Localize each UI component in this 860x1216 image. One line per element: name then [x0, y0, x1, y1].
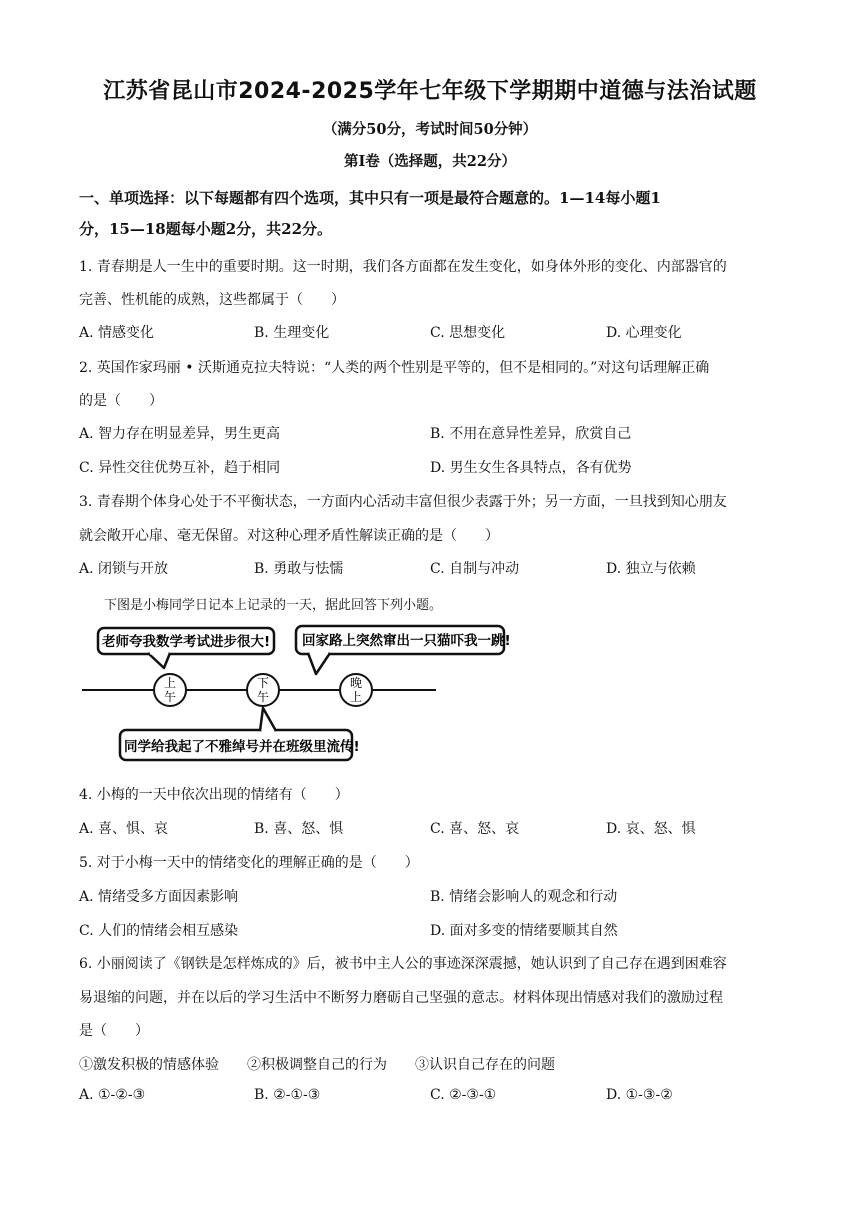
- instructions-line: 分，15—18题每小题2分，共22分。: [79, 220, 333, 238]
- question-1-option-b[interactable]: B. 生理变化: [254, 325, 330, 341]
- page-title: 江苏省昆山市2024-2025学年七年级下学期期中道德与法治试题: [103, 79, 757, 104]
- question-4-option-b[interactable]: B. 喜、怒、惧: [254, 821, 344, 837]
- question-1-option-a[interactable]: A. 情感变化: [79, 325, 155, 341]
- question-2-stem: 2. 英国作家玛丽 • 沃斯通克拉夫特说：“人类的两个性别是平等的，但不是相同的。”对这句话理解正确: [79, 360, 710, 376]
- question-3-stem: 3. 青春期个体身心处于不平衡状态，一方面内心活动丰富但很少表露于外；另一方面，一旦找到知心朋友: [79, 494, 727, 510]
- question-5-option-a[interactable]: A. 情绪受多方面因素影响: [79, 889, 239, 905]
- node-evening-char-1: 晚: [349, 676, 363, 690]
- question-6-stem: 是（ ）: [79, 1023, 149, 1039]
- question-6-option-a[interactable]: A. ①-②-③: [79, 1087, 146, 1103]
- node-afternoon-char-1: 下: [256, 676, 270, 690]
- bubble-afternoon: [120, 708, 360, 760]
- question-5-option-c[interactable]: C. 人们的情绪会相互感染: [79, 923, 239, 939]
- question-2-stem: 的是（ ）: [79, 393, 163, 409]
- question-2-option-b[interactable]: B. 不用在意异性差异，欣赏自己: [430, 426, 632, 442]
- question-4-option-c[interactable]: C. 喜、怒、哀: [430, 821, 520, 837]
- bubble-morning-text: 老师夸我数学考试进步很大!: [102, 634, 271, 650]
- question-6-option-c[interactable]: C. ②-③-①: [430, 1087, 497, 1103]
- question-3-option-a[interactable]: A. 闭锁与开放: [79, 561, 169, 577]
- node-evening-char-2: 上: [349, 690, 363, 704]
- question-3-option-c[interactable]: C. 自制与冲动: [430, 561, 520, 577]
- diary-timeline-figure: [80, 620, 511, 768]
- question-3-option-d[interactable]: D. 独立与依赖: [606, 561, 696, 577]
- question-5-stem: 5. 对于小梅一天中的情绪变化的理解正确的是（ ）: [79, 855, 419, 871]
- node-evening: [340, 674, 372, 706]
- question-5-option-b[interactable]: B. 情绪会影响人的观念和行动: [430, 889, 618, 905]
- question-1-stem: 完善、性机能的成熟，这些都属于（ ）: [79, 292, 345, 308]
- question-4-option-a[interactable]: A. 喜、惧、哀: [79, 821, 169, 837]
- question-4-stem: 4. 小梅的一天中依次出现的情绪有（ ）: [79, 787, 349, 803]
- node-afternoon: [247, 674, 279, 706]
- question-5-option-d[interactable]: D. 面对多变的情绪要顺其自然: [430, 923, 618, 939]
- question-2-option-c[interactable]: C. 异性交往优势互补，趋于相同: [79, 460, 281, 476]
- question-6-option-d[interactable]: D. ①-③-②: [606, 1087, 673, 1103]
- bubble-morning: [98, 628, 274, 668]
- question-2-option-a[interactable]: A. 智力存在明显差异，男生更高: [79, 426, 281, 442]
- section-heading: 第Ⅰ卷（选择题，共22分）: [344, 153, 516, 170]
- exam-info: （满分50分，考试时间50分钟）: [322, 121, 538, 138]
- node-afternoon-char-2: 午: [256, 690, 270, 704]
- bubble-afternoon-text: 同学给我起了不雅绰号并在班级里流传!: [124, 739, 360, 755]
- question-1-option-c[interactable]: C. 思想变化: [430, 325, 506, 341]
- bubble-evening: [296, 626, 511, 674]
- instructions-line: 一、单项选择：以下每题都有四个选项，其中只有一项是最符合题意的。1—14每小题1: [79, 189, 661, 207]
- instructions: [79, 183, 785, 245]
- question-1-option-d[interactable]: D. 心理变化: [606, 325, 682, 341]
- question-4-option-d[interactable]: D. 哀、怒、惧: [606, 821, 696, 837]
- question-3-option-b[interactable]: B. 勇敢与怯懦: [254, 561, 344, 577]
- node-morning-char-2: 午: [163, 690, 177, 704]
- bubble-evening-text: 回家路上突然窜出一只猫吓我一跳!: [302, 633, 511, 649]
- question-6-items: ①激发积极的情感体验 ②积极调整自己的行为 ③认识自己存在的问题: [79, 1057, 555, 1073]
- question-1-stem: 1. 青春期是人一生中的重要时期。这一时期，我们各方面都在发生变化，如身体外形的变化、内部器官的: [79, 259, 727, 275]
- question-2-option-d[interactable]: D. 男生女生各具特点，各有优势: [430, 460, 632, 476]
- node-morning: [154, 674, 186, 706]
- node-morning-char-1: 上: [163, 676, 177, 690]
- question-6-option-b[interactable]: B. ②-①-③: [254, 1087, 321, 1103]
- question-6-stem: 易退缩的问题，并在以后的学习生活中不断努力磨砺自己坚强的意志。材料体现出情感对我们的激励过程: [79, 990, 723, 1006]
- question-3-stem: 就会敞开心扉、毫无保留。对这种心理矛盾性解读正确的是（ ）: [79, 528, 499, 544]
- diary-intro: 下图是小梅同学日记本上记录的一天，据此回答下列小题。: [104, 598, 443, 613]
- question-6-stem: 6. 小丽阅读了《钢铁是怎样炼成的》后，被书中主人公的事迹深深震撼，她认识到了自己存在遇到困难容: [79, 956, 727, 972]
